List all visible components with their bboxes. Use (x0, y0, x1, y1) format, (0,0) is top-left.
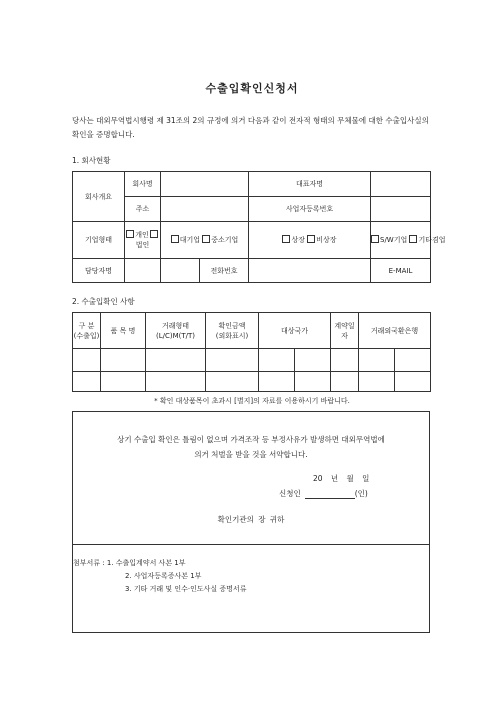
trade-type-header: 거래형태 (L/C)M(T/T) (146, 313, 206, 349)
individual-label: 개인 (135, 231, 149, 239)
applicant-line (279, 488, 368, 499)
email-label: E-MAIL (371, 259, 431, 283)
row2-category[interactable] (73, 372, 101, 392)
row2-trade-type[interactable] (146, 372, 206, 392)
phone-label: 전화번호 (200, 259, 249, 283)
bank-header: 거래외국환은행 (359, 313, 431, 349)
attachments-list (73, 557, 246, 596)
manager-label: 담당자명 (73, 259, 125, 283)
representative-field[interactable] (371, 172, 431, 197)
row2-bank-b[interactable] (395, 372, 431, 392)
company-type-label: 기업형태 (73, 222, 125, 259)
large-company-label: 대기업 (179, 236, 200, 244)
manager-field[interactable] (125, 259, 161, 283)
phone-field[interactable] (249, 259, 371, 283)
manager-extra-field[interactable] (161, 259, 200, 283)
individual-checkbox[interactable] (126, 230, 134, 238)
applicant-label: 신청인 (279, 489, 301, 498)
corporation-label: 법인 (135, 241, 150, 249)
row1-amount[interactable] (206, 349, 259, 372)
other-business-label: 기타겸업 (418, 236, 446, 244)
document-title: 수출입확인신청서 (205, 82, 299, 95)
individual-corporation-cell (125, 222, 161, 259)
row1-bank-b[interactable] (395, 349, 431, 372)
applicant-signature-field[interactable] (305, 490, 355, 499)
row1-contract-date[interactable] (331, 349, 359, 372)
sw-company-label: S/W기업 (380, 236, 408, 244)
company-size-cell (161, 222, 249, 259)
attachment-item-3: 3. 기타 거래 및 인수·인도사실 증명서류 (125, 585, 247, 593)
company-name-label: 회사명 (125, 172, 161, 197)
section-company-heading: 1. 회사현황 (72, 156, 111, 165)
row1-bank-a[interactable] (359, 349, 395, 372)
large-company-checkbox[interactable] (171, 235, 179, 243)
declaration-statement: 상기 수출입 확인은 틀림이 없으며 가격조작 등 부정사유가 발생하면 대외무역법에 의거 처벌을 받을 것을 서약합니다. (117, 435, 385, 459)
sw-company-checkbox[interactable] (371, 235, 379, 243)
overflow-note: * 확인 대상품목이 초과시 [별지]의 자료를 이용하시기 바랍니다. (154, 397, 350, 405)
recipient-line: 확인기관의 장 귀하 (217, 515, 285, 524)
business-reg-no-field[interactable] (371, 197, 431, 222)
row1-category[interactable] (73, 349, 101, 372)
row2-country-b[interactable] (295, 372, 331, 392)
box-divider (73, 544, 429, 545)
unlisted-label: 비상장 (316, 236, 337, 244)
country-header: 대상국가 (259, 313, 331, 349)
corporation-checkbox[interactable] (150, 230, 158, 238)
intro-paragraph: 당사는 대외무역법시행령 제 31조의 2의 규정에 의거 다음과 같이 전자적 형태의 무체물에 대한 수출입사실의 확인을 증명합니다. (72, 116, 429, 139)
row2-country-a[interactable] (259, 372, 295, 392)
row1-trade-type[interactable] (146, 349, 206, 372)
business-kind-cell (371, 222, 446, 259)
representative-label: 대표자명 (249, 172, 371, 197)
row2-bank-a[interactable] (359, 372, 395, 392)
attachment-item-1: 첨부서류 : 1. 수출입계약서 사본 1부 (73, 559, 186, 567)
declaration-box (72, 411, 430, 633)
sme-label: 중소기업 (211, 236, 239, 244)
section-export-heading: 2. 수출입확인 사항 (72, 297, 135, 306)
listed-label: 상장 (291, 236, 305, 244)
listing-cell (249, 222, 371, 259)
item-name-header: 품 목 명 (101, 313, 146, 349)
company-name-field[interactable] (161, 172, 249, 197)
unlisted-checkbox[interactable] (307, 235, 315, 243)
address-field[interactable] (161, 197, 249, 222)
address-label: 주소 (125, 197, 161, 222)
row1-country-a[interactable] (259, 349, 295, 372)
contract-date-header: 계약일자 (331, 313, 359, 349)
overview-label: 회사개요 (73, 172, 125, 222)
row1-country-b[interactable] (295, 349, 331, 372)
company-info-table (72, 171, 446, 283)
row2-item[interactable] (101, 372, 146, 392)
other-business-checkbox[interactable] (409, 235, 417, 243)
date-line: 20 년 월 일 (313, 474, 370, 483)
amount-header: 확인금액 (외화표시) (206, 313, 259, 349)
category-header: 구 분 (수출입) (73, 313, 101, 349)
sme-checkbox[interactable] (202, 235, 210, 243)
row2-contract-date[interactable] (331, 372, 359, 392)
seal-label: (인) (354, 489, 368, 498)
business-reg-no-label: 사업자등록번호 (249, 197, 371, 222)
listed-checkbox[interactable] (282, 235, 290, 243)
row1-item[interactable] (101, 349, 146, 372)
row2-amount[interactable] (206, 372, 259, 392)
export-import-table (72, 312, 431, 392)
attachment-item-2: 2. 사업자등록증사본 1부 (125, 572, 202, 580)
